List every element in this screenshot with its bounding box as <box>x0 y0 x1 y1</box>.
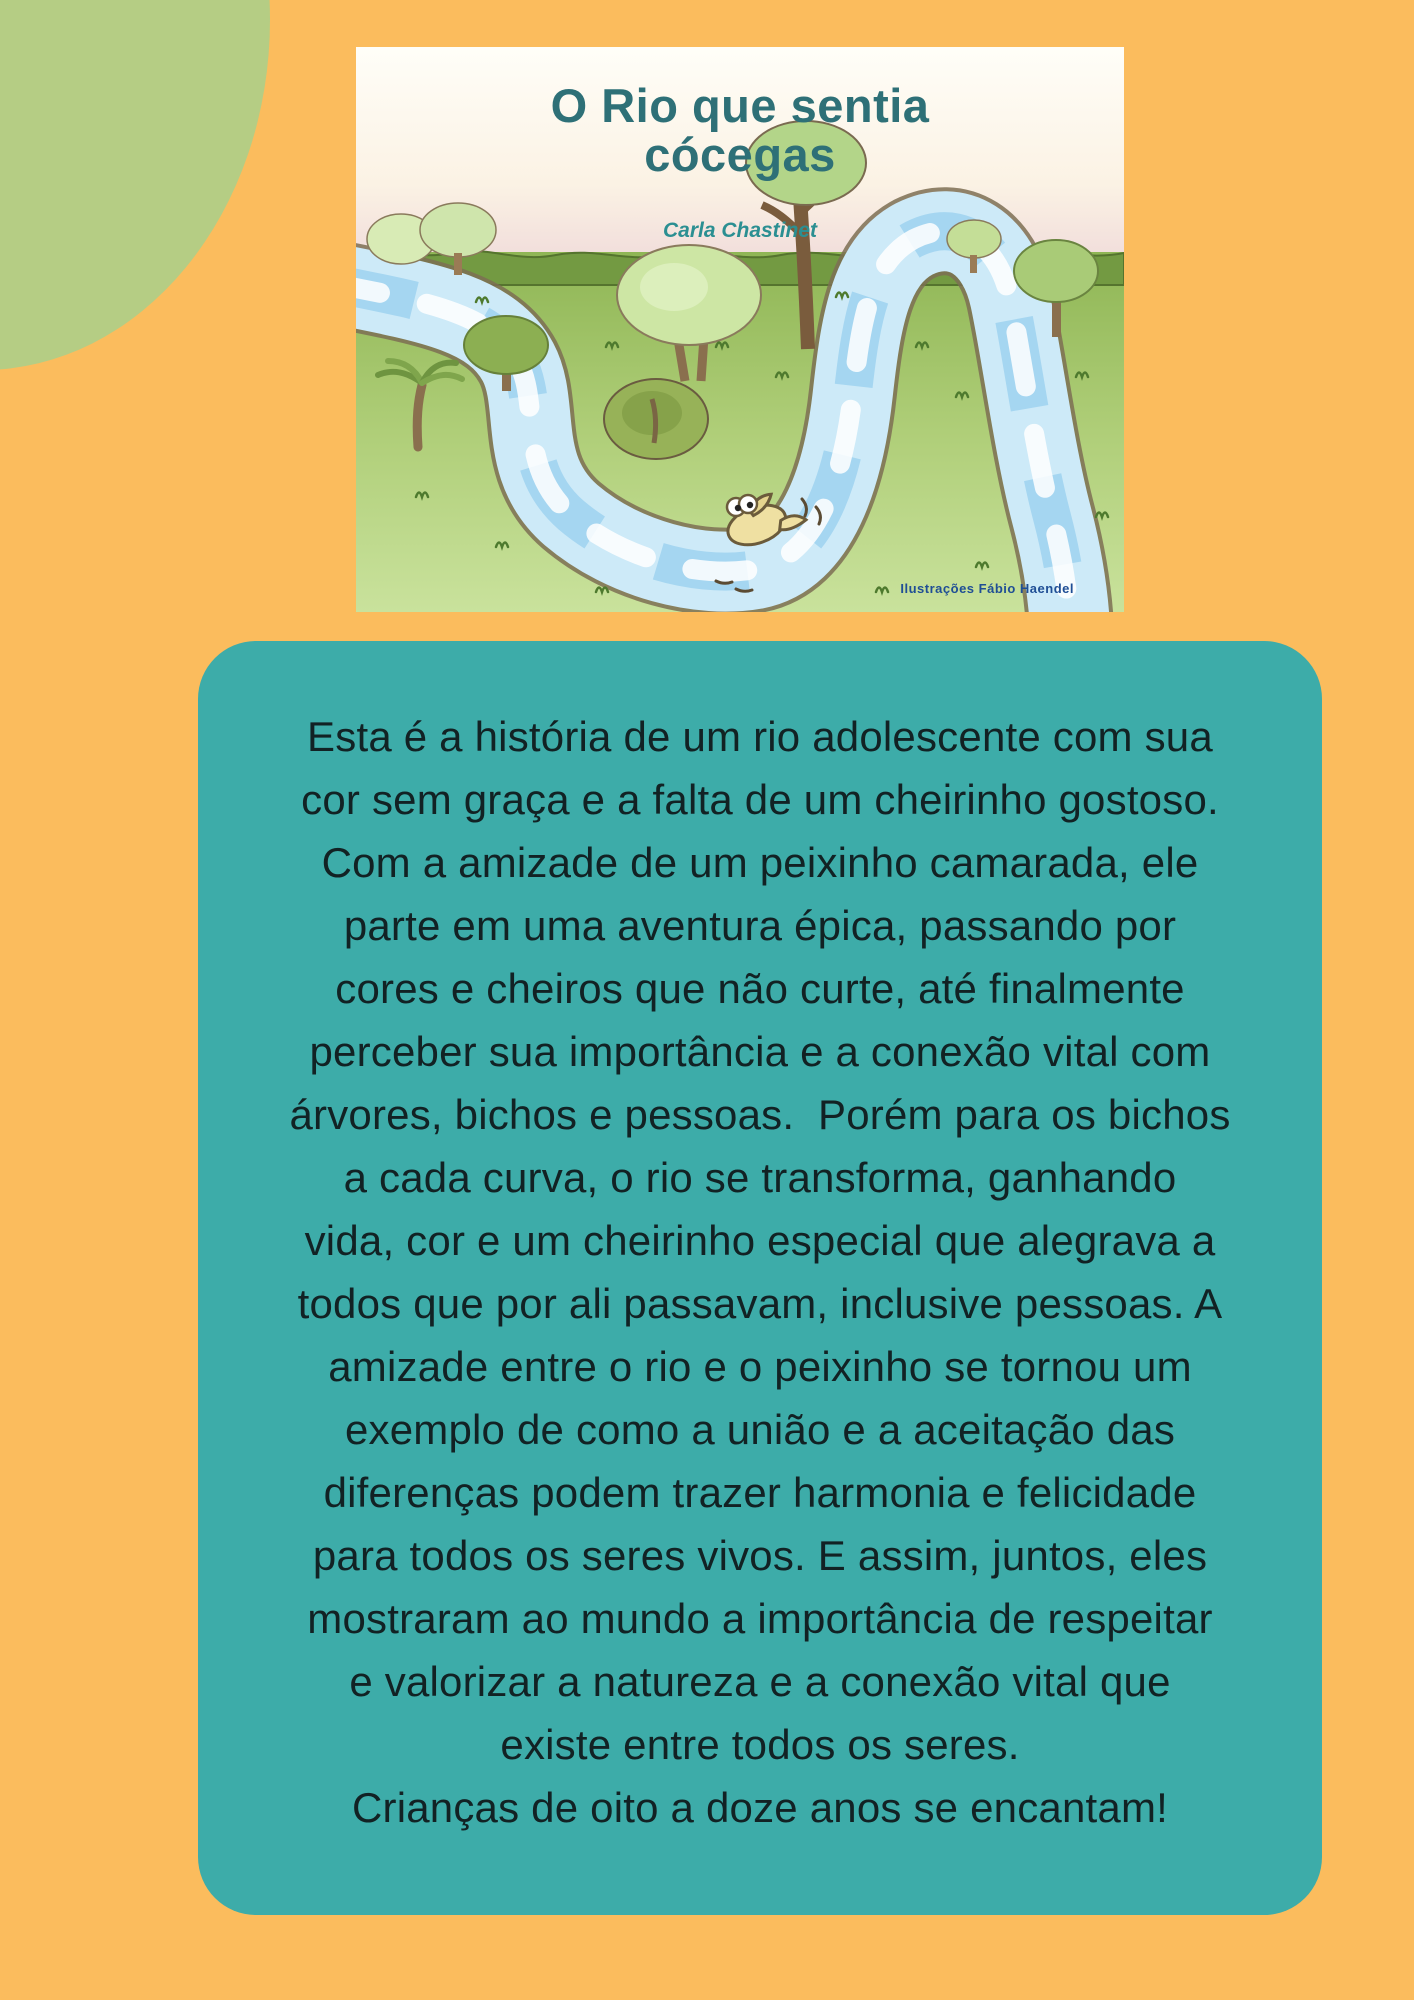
book-title <box>356 81 1124 179</box>
description-line: para todos os seres vivos. E assim, juntos, eles <box>312 1532 1208 1579</box>
description-line: todos que por ali passavam, inclusive pessoas. A <box>297 1280 1223 1327</box>
description-line: árvores, bichos e pessoas. Porém para os bichos <box>289 1091 1231 1138</box>
description-line: Com a amizade de um peixinho camarada, ele <box>321 839 1199 886</box>
description-line: existe entre todos os seres. <box>500 1721 1020 1768</box>
island-bush <box>604 379 708 459</box>
description-line: perceber sua importância e a conexão vital com <box>309 1028 1211 1075</box>
book-author: Carla Chastinet <box>662 219 818 242</box>
decorative-circle <box>0 0 270 370</box>
description-line: amizade entre o rio e o peixinho se tornou um <box>328 1343 1192 1390</box>
description-line: Esta é a história de um rio adolescente com sua <box>307 713 1213 760</box>
description-line: diferenças podem trazer harmonia e felicidade <box>323 1469 1197 1516</box>
illustrator-credit: Ilustrações Fábio Haendel <box>900 581 1074 596</box>
description-panel <box>198 641 1322 1915</box>
book-cover <box>356 47 1124 612</box>
description-line: cores e cheiros que não curte, até finalmente <box>335 965 1185 1012</box>
book-title-line2: cócegas <box>644 128 836 181</box>
description-line: e valorizar a natureza e a conexão vital que <box>349 1658 1171 1705</box>
description-line: parte em uma aventura épica, passando por <box>343 902 1177 949</box>
book-title-line1: O Rio que sentia <box>550 79 930 132</box>
description-line: vida, cor e um cheirinho especial que alegrava a <box>304 1217 1216 1264</box>
description-line: cor sem graça e a falta de um cheirinho gostoso. <box>301 776 1219 823</box>
description-line: mostraram ao mundo a importância de respeitar <box>307 1595 1213 1642</box>
description-line: a cada curva, o rio se transforma, ganhando <box>343 1154 1177 1201</box>
description-line: Crianças de oito a doze anos se encantam! <box>351 1784 1169 1831</box>
description-line: exemplo de como a união e a aceitação das <box>344 1406 1176 1453</box>
